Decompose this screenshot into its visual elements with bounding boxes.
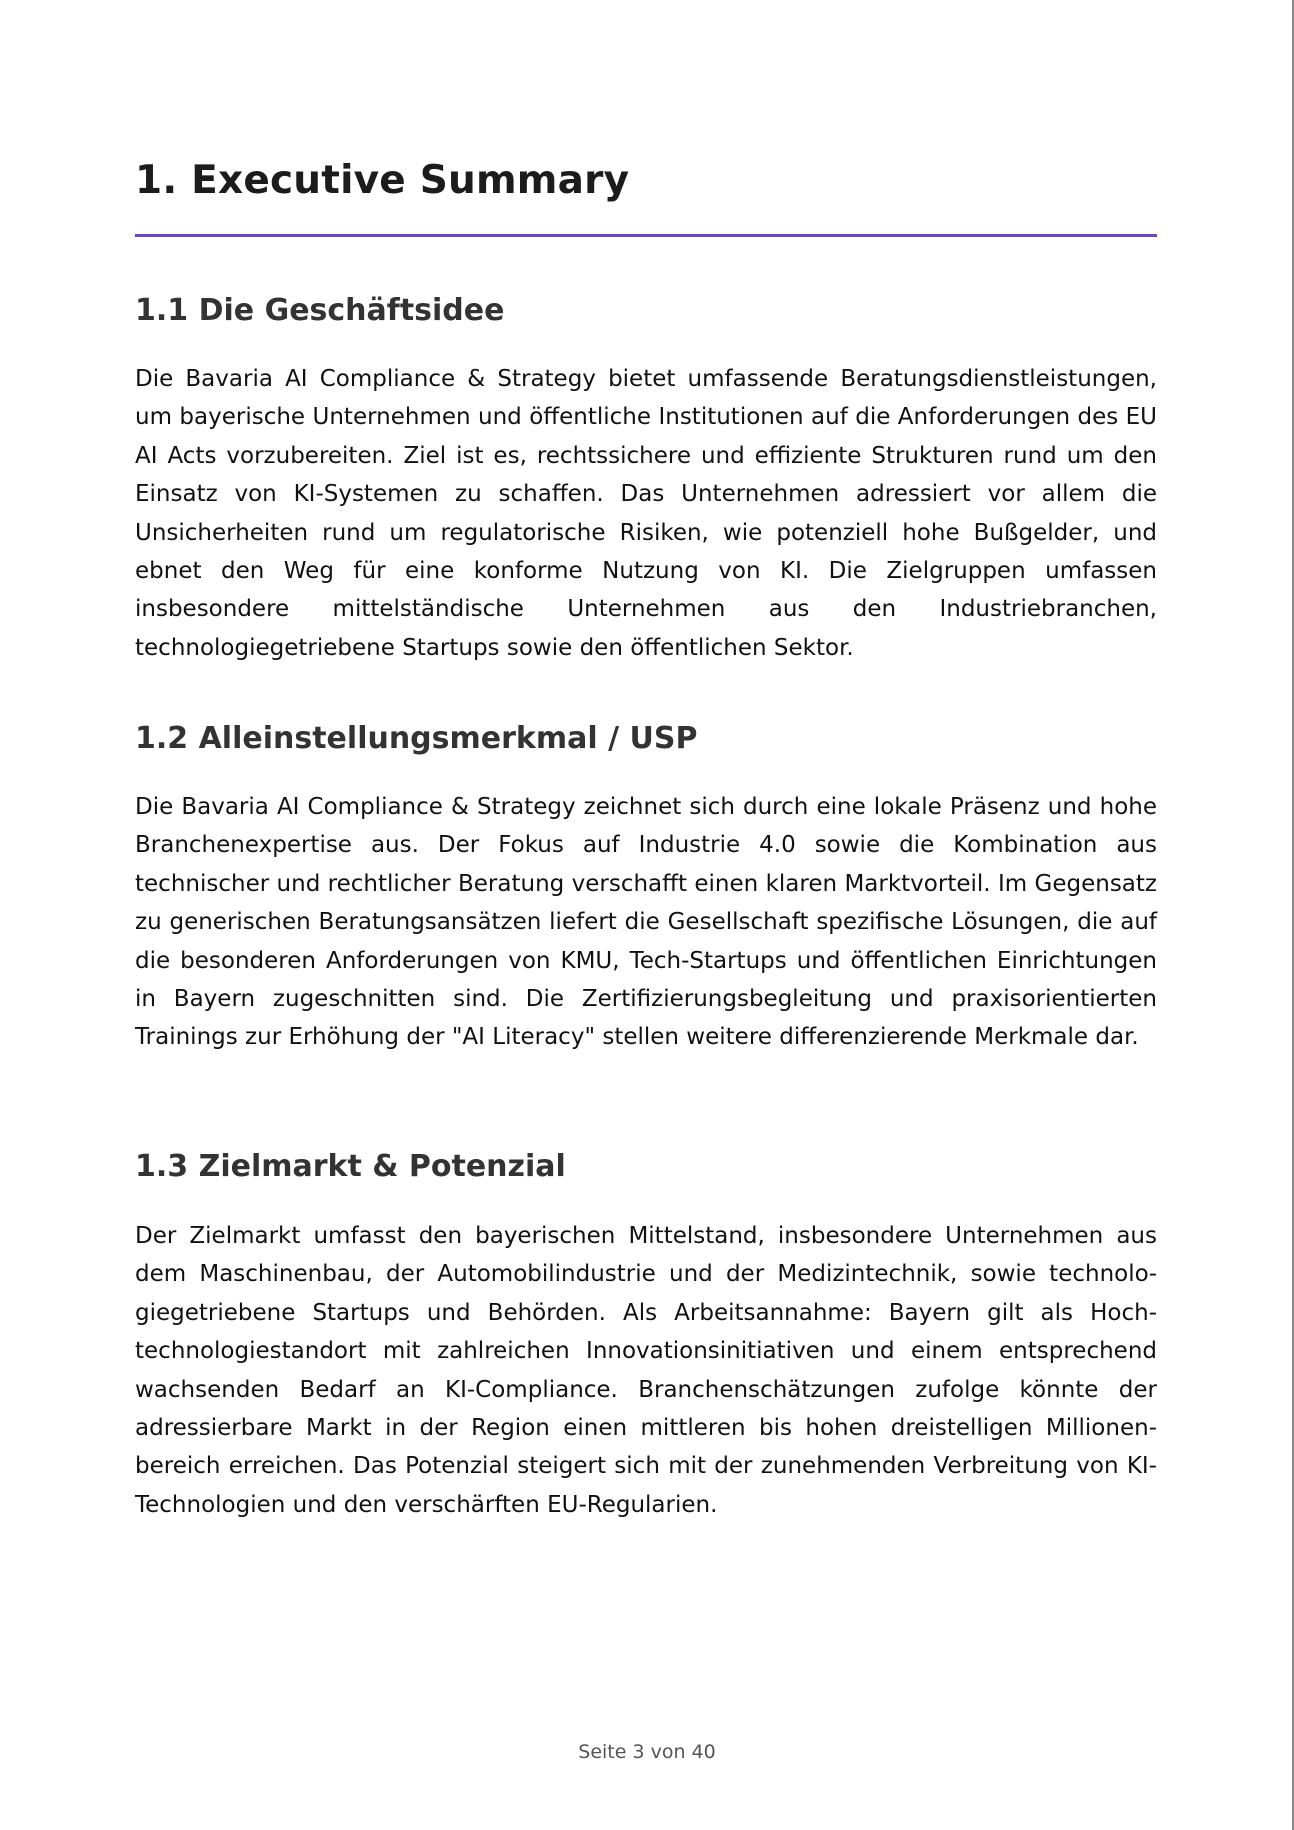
section-heading-geschaeftsidee: 1.1 Die Geschäftsidee	[135, 293, 505, 328]
section-heading-usp: 1.2 Alleinstellungsmerkmal / USP	[135, 721, 698, 756]
page-title: 1. Executive Summary	[135, 158, 630, 203]
title-underline	[135, 234, 1157, 237]
page-number: Seite 3 von 40	[578, 1741, 716, 1763]
section-heading-zielmarkt: 1.3 Zielmarkt & Potenzial	[135, 1149, 566, 1184]
section-body-usp: Die Bavaria AI Compliance & Strategy zeichnet sich durch eine lokale Präsenz und hohe Branchenexpertise aus. Der Fokus auf Industrie 4.0 sowie die Kombination aus technischer und rechtlicher Beratung verschafft einen klaren Marktvorteil. Im Gegensatz zu generischen Beratungsansätzen liefert die Gesellschaft spezifische Lösungen, die auf die besonderen Anforderungen von KMU, Tech-Startups und öffentlichen Einrichtungen in Bayern zugeschnitten sind. Die Zertifizierungsbegleitung und praxisorientierten Trainings zur Erhöhung der "AI Literacy" stellen weitere differenzierende Merkmale dar.	[135, 794, 1157, 1051]
section-body-geschaeftsidee: Die Bavaria AI Compliance & Strategy bietet umfassende Beratungsdienstleistungen, um bayerische Unternehmen und öffentliche Institutionen auf die Anforderungen des EU AI Acts vorzubereiten. Ziel ist es, rechtssichere und effiziente Strukturen rund um den Einsatz von KI-Systemen zu schaffen. Das Unternehmen adressiert vor allem die Unsicherheiten rund um regulatorische Risiken, wie potenziell hohe Bußgelder, und ebnet den Weg für eine konforme Nutzung von KI. Die Zielgruppen umfassen insbesondere mittelständische Unternehmen aus den Industriebranchen, technologiegetriebene Startups sowie den öffentlichen Sektor.	[135, 366, 1157, 661]
section-body-zielmarkt: Der Zielmarkt umfasst den bayerischen Mittelstand, insbesondere Unternehmen aus dem Maschinenbau, der Automobilindustrie und der Medizintechnik, sowie technologiegetriebene Startups und Behörden. Als Arbeitsannahme: Bayern gilt als Hochtechnologiestandort mit zahlreichen Innovationsinitiativen und einem entsprechend wachsenden Bedarf an KI-Compliance. Branchenschätzungen zufolge könnte der adressierbare Markt in der Region einen mittleren bis hohen dreistelligen Millionenbereich erreichen. Das Potenzial steigert sich mit der zunehmenden Verbreitung von KI-Technologien und den verschärften EU-Regularien.	[135, 1223, 1157, 1518]
